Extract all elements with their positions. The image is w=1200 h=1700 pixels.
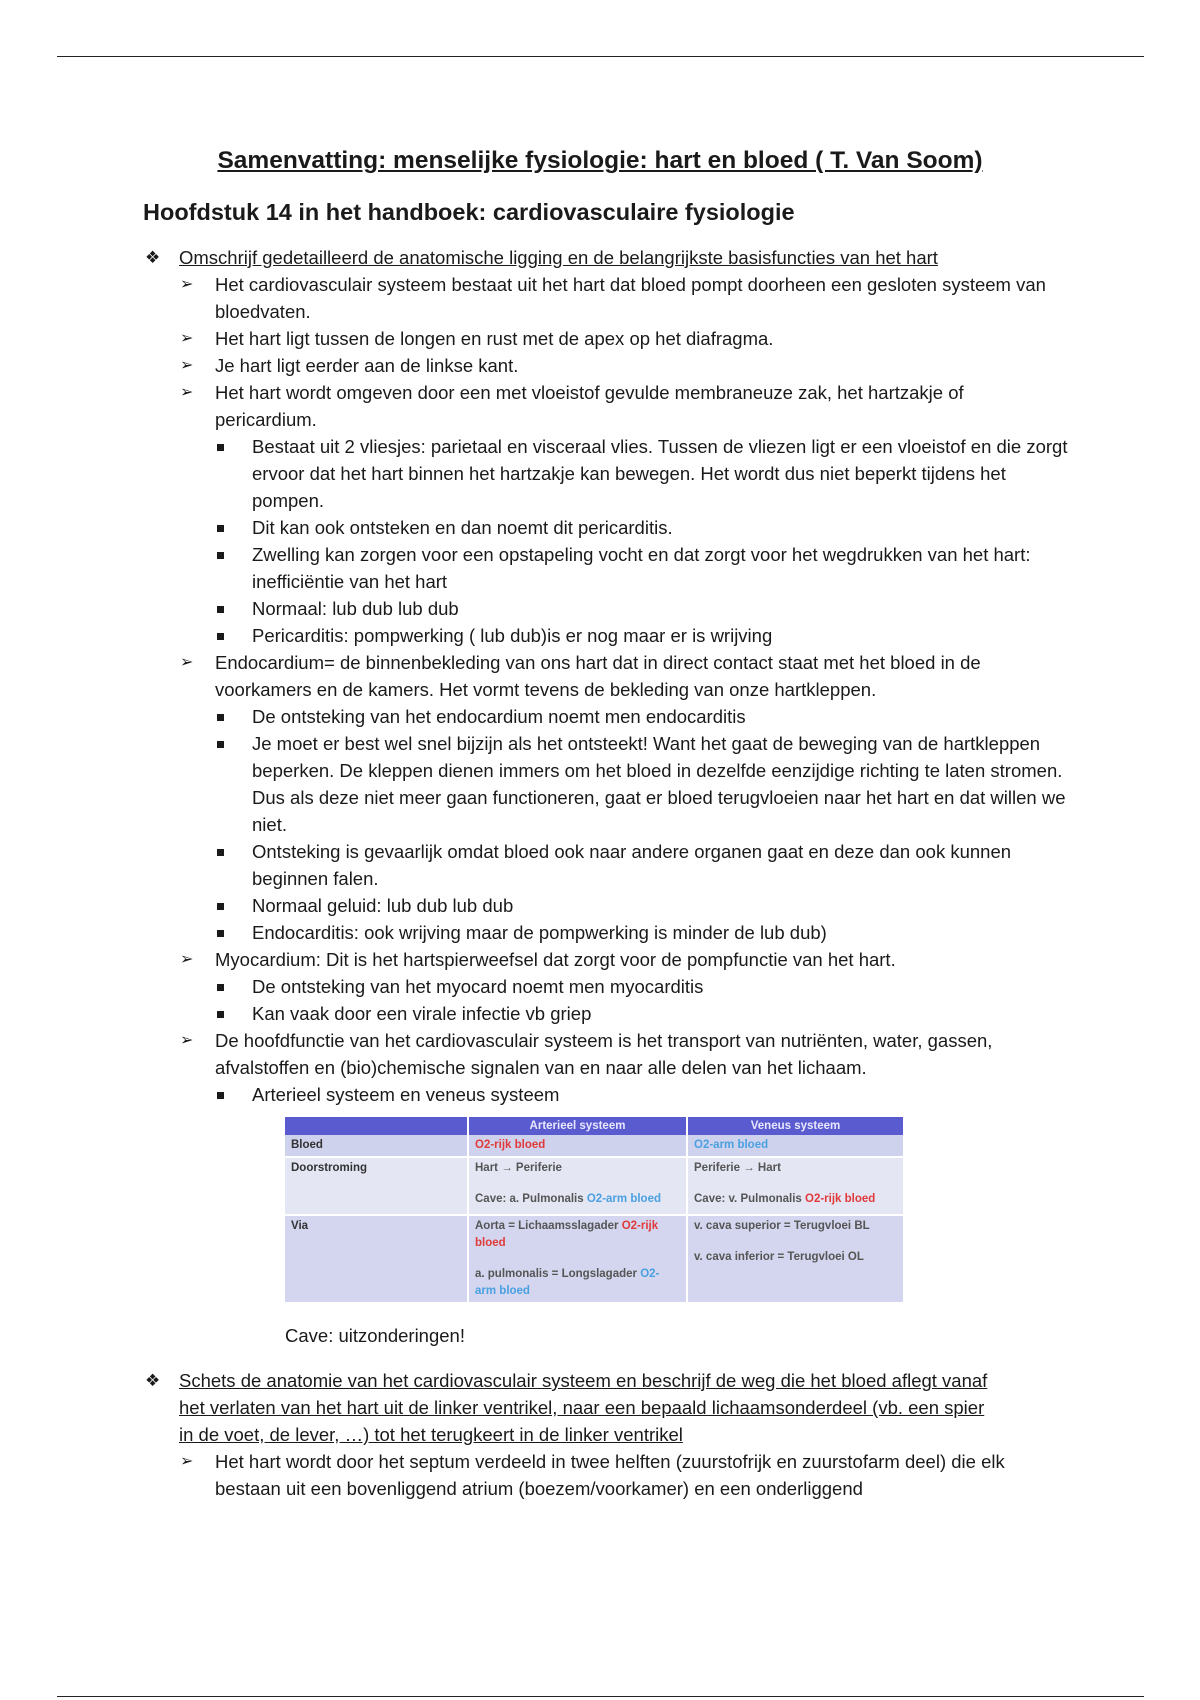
sub-list-item-text: Pericarditis: pompwerking ( lub dub)is er nog maar er is wrijving (252, 625, 773, 646)
question-2-text: Schets de anatomie van het cardiovasculair systeem en beschrijf de weg die het bloed aflegt vanaf het verlaten van het hart uit de linker ventrikel, naar een bepaald lichaamsonderdeel (vb. een spier in de voet, de lever, …) tot het terugkeert in de linker ventrikel (179, 1370, 988, 1445)
row-label: Bloed (285, 1135, 468, 1157)
cell-line: Hart → Periferie (475, 1162, 562, 1174)
arrow-bullet-icon: ➢ (180, 330, 194, 347)
square-bullet-icon (217, 606, 224, 613)
sub-list-item-text: Normaal: lub dub lub dub (252, 598, 459, 619)
square-bullet-icon (217, 849, 224, 856)
cell-line: v. cava inferior = Terugvloei OL (694, 1251, 864, 1263)
list-item-text: Het hart wordt omgeven door een met vloeistof gevulde membraneuze zak, het hartzakje of pericardium. (215, 382, 964, 430)
question-2 (0, 1367, 1200, 1448)
arrow-bullet-icon: ➢ (180, 654, 194, 671)
list-item (0, 946, 1200, 973)
square-bullet-icon (217, 633, 224, 640)
table-header-cell: Arterieel systeem (468, 1117, 687, 1135)
header-rule (57, 56, 1144, 57)
list-item-text: Het hart ligt tussen de longen en rust met de apex op het diafragma. (215, 328, 774, 349)
table-header-cell (285, 1117, 468, 1135)
sub-list-item (0, 1000, 1200, 1027)
cave-note: Cave: uitzonderingen! (285, 1325, 465, 1346)
list-item (0, 325, 1200, 352)
square-bullet-icon (217, 741, 224, 748)
sub-list-item (0, 838, 1200, 892)
sub-list-item-text: Zwelling kan zorgen voor een opstapeling vocht en dat zorgt voor het wegdrukken van het hart: inefficiëntie van het hart (252, 544, 1031, 592)
sub-list-item (0, 703, 1200, 730)
square-bullet-icon (217, 714, 224, 721)
table-header-cell: Veneus systeem (687, 1117, 904, 1135)
square-bullet-icon (217, 444, 224, 451)
square-bullet-icon (217, 552, 224, 559)
list-item (0, 271, 1200, 325)
sub-list-item (0, 622, 1200, 649)
sub-list-item (0, 919, 1200, 946)
cell-line (694, 1191, 897, 1208)
table-cell (687, 1215, 904, 1303)
arrow-bullet-icon: ➢ (180, 357, 194, 374)
sub-list-item (0, 973, 1200, 1000)
sub-list-item-text: Je moet er best wel snel bijzijn als het ontsteekt! Want het gaat de beweging van de hartkleppen beperken. De kleppen dienen immers om het bloed in dezelfde eenzijdige richting te laten stromen. Dus als deze niet meer gaan functioneren, gaat er bloed terugvloeien naar het hart en dat willen we niet. (252, 733, 1066, 835)
chapter-heading: Hoofdstuk 14 in het handboek: cardiovasculaire fysiologie (143, 199, 795, 225)
list-item-text: De hoofdfunctie van het cardiovasculair systeem is het transport van nutriënten, water, gassen, afvalstoffen en (bio)chemische signalen van en naar alle delen van het lichaam. (215, 1030, 993, 1078)
cell-text: Aorta = Lichaamsslagader (475, 1220, 622, 1232)
cell-line: Periferie → Hart (694, 1162, 781, 1174)
sub-list-item-text: Ontsteking is gevaarlijk omdat bloed ook naar andere organen gaat en deze dan ook kunnen beginnen falen. (252, 841, 1012, 889)
list-item-text: Myocardium: Dit is het hartspierweefsel dat zorgt voor de pompfunctie van het hart. (215, 949, 896, 970)
sub-list-item-text: De ontsteking van het myocard noemt men myocarditis (252, 976, 704, 997)
document-body (0, 244, 1200, 1502)
list-item-text: Je hart ligt eerder aan de linkse kant. (215, 355, 519, 376)
row-label: Doorstroming (285, 1157, 468, 1215)
square-bullet-icon (217, 525, 224, 532)
systems-table (285, 1117, 905, 1304)
list-item (0, 1448, 1200, 1502)
table-cell: O2-arm bloed (687, 1135, 904, 1157)
list-item (0, 1027, 1200, 1081)
table-cell (468, 1215, 687, 1303)
sub-list-item (0, 1081, 1200, 1108)
footer-rule (57, 1696, 1144, 1697)
cell-text: Cave: v. Pulmonalis (694, 1193, 805, 1205)
cell-highlight: O2-rijk bloed (805, 1193, 876, 1205)
cell-text: a. pulmonalis = Longslagader (475, 1268, 641, 1280)
sub-list-item-text: Arterieel systeem en veneus systeem (252, 1084, 560, 1105)
table-cell: O2-rijk bloed (468, 1135, 687, 1157)
cell-line: v. cava superior = Terugvloei BL (694, 1220, 870, 1232)
list-item-text: Endocardium= de binnenbekleding van ons hart dat in direct contact staat met het bloed in de voorkamers en de kamers. Het vormt tevens de bekleding van onze hartkleppen. (215, 652, 981, 700)
list-item-text: Het hart wordt door het septum verdeeld in twee helften (zuurstofrijk en zuurstofarm deel) die elk bestaan uit een bovenliggend atrium (boezem/voorkamer) en een onderliggend (215, 1451, 1005, 1499)
cell-highlight: O2-rijk bloed (475, 1220, 659, 1249)
document-title: Samenvatting: menselijke fysiologie: hart en bloed ( T. Van Soom) (217, 147, 983, 174)
cell-highlight: O2-arm bloed (586, 1193, 661, 1205)
sub-list-item (0, 892, 1200, 919)
sub-list-item-text: Normaal geluid: lub dub lub dub (252, 895, 514, 916)
table-cell (468, 1157, 687, 1215)
sub-list-item (0, 730, 1200, 838)
row-label: Via (285, 1215, 468, 1303)
question-1-text: Omschrijf gedetailleerd de anatomische ligging en de belangrijkste basisfuncties van het hart (179, 247, 938, 268)
arrow-bullet-icon: ➢ (180, 1032, 194, 1049)
square-bullet-icon (217, 1092, 224, 1099)
sub-list-item (0, 595, 1200, 622)
cell-line (475, 1191, 680, 1208)
arrow-bullet-icon: ➢ (180, 276, 194, 293)
sub-list-item (0, 433, 1200, 514)
list-item (0, 379, 1200, 433)
square-bullet-icon (217, 984, 224, 991)
sub-list-item-text: Endocarditis: ook wrijving maar de pompwerking is minder de lub dub) (252, 922, 827, 943)
sub-list-item-text: Kan vaak door een virale infectie vb griep (252, 1003, 592, 1024)
square-bullet-icon (217, 1011, 224, 1018)
sub-list-item-text: De ontsteking van het endocardium noemt men endocarditis (252, 706, 746, 727)
sub-list-item-text: Bestaat uit 2 vliesjes: parietaal en visceraal vlies. Tussen de vliezen ligt er een vloeistof en die zorgt ervoor dat het hart binnen het hartzakje kan bewegen. Het wordt dus niet beperkt tijdens het pompen. (252, 436, 1068, 511)
table-cell (687, 1157, 904, 1215)
sub-list-item (0, 514, 1200, 541)
list-item-text: Het cardiovasculair systeem bestaat uit het hart dat bloed pompt doorheen een gesloten systeem van bloedvaten. (215, 274, 1046, 322)
square-bullet-icon (217, 930, 224, 937)
diamond-bullet-icon: ❖ (145, 248, 161, 267)
arrow-bullet-icon: ➢ (180, 951, 194, 968)
sub-list-item (0, 541, 1200, 595)
diamond-bullet-icon: ❖ (145, 1371, 161, 1390)
cell-line (475, 1266, 680, 1300)
table-header-row (285, 1117, 904, 1135)
table-row (285, 1157, 904, 1215)
arrow-bullet-icon: ➢ (180, 1453, 194, 1470)
sub-list-item-text: Dit kan ook ontsteken en dan noemt dit pericarditis. (252, 517, 673, 538)
arrow-bullet-icon: ➢ (180, 384, 194, 401)
list-item (0, 649, 1200, 703)
cell-highlight: O2-arm bloed (475, 1268, 660, 1297)
cell-line (475, 1218, 680, 1252)
table-row (285, 1215, 904, 1303)
table-row (285, 1135, 904, 1157)
square-bullet-icon (217, 903, 224, 910)
list-item (0, 352, 1200, 379)
cell-text: Cave: a. Pulmonalis (475, 1193, 587, 1205)
question-1 (0, 244, 1200, 271)
